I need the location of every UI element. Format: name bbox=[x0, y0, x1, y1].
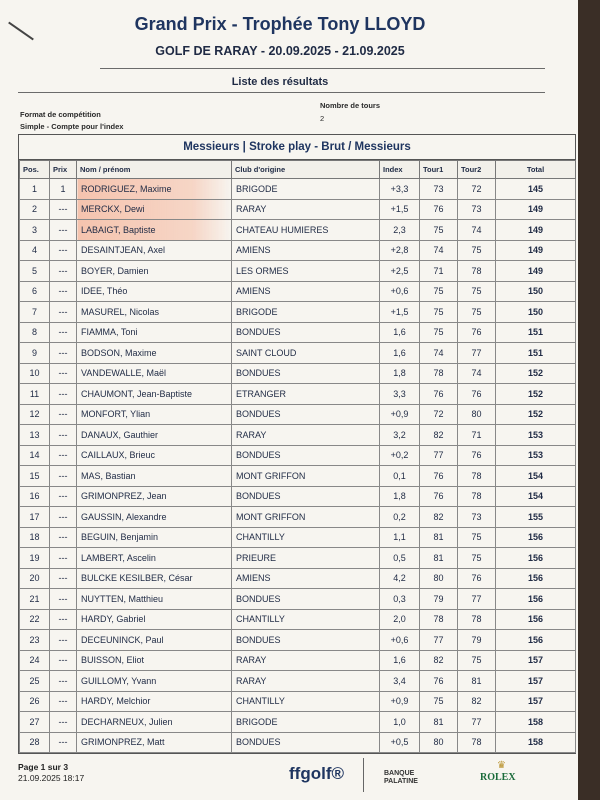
cell-name: GRIMONPREZ, Jean bbox=[77, 486, 232, 507]
table-row bbox=[20, 425, 576, 446]
cell-pos: 1 bbox=[20, 179, 50, 200]
cell-total: 145 bbox=[496, 179, 576, 200]
divider bbox=[100, 68, 545, 69]
cell-tour1: 75 bbox=[420, 281, 458, 302]
cell-club: RARAY bbox=[232, 199, 380, 220]
cell-name: BUISSON, Eliot bbox=[77, 650, 232, 671]
cell-tour2: 75 bbox=[458, 650, 496, 671]
table-row bbox=[20, 630, 576, 651]
cell-prix: --- bbox=[50, 425, 77, 446]
table-row bbox=[20, 220, 576, 241]
cell-total: 152 bbox=[496, 384, 576, 405]
cell-club: BONDUES bbox=[232, 630, 380, 651]
cell-tour2: 72 bbox=[458, 179, 496, 200]
cell-pos: 28 bbox=[20, 732, 50, 753]
col-header-prix: Prix bbox=[50, 161, 77, 179]
cell-prix: --- bbox=[50, 384, 77, 405]
cell-index: 0,2 bbox=[380, 507, 420, 528]
table-header-row bbox=[20, 161, 576, 179]
cell-total: 149 bbox=[496, 220, 576, 241]
cell-index: +3,3 bbox=[380, 179, 420, 200]
cell-club: BONDUES bbox=[232, 589, 380, 610]
cell-total: 157 bbox=[496, 691, 576, 712]
cell-prix: --- bbox=[50, 404, 77, 425]
cell-tour2: 75 bbox=[458, 281, 496, 302]
cell-total: 156 bbox=[496, 630, 576, 651]
cell-club: MONT GRIFFON bbox=[232, 507, 380, 528]
cell-tour2: 78 bbox=[458, 609, 496, 630]
cell-club: RARAY bbox=[232, 425, 380, 446]
cell-pos: 6 bbox=[20, 281, 50, 302]
cell-prix: --- bbox=[50, 302, 77, 323]
cell-tour1: 81 bbox=[420, 548, 458, 569]
cell-total: 156 bbox=[496, 568, 576, 589]
cell-prix: --- bbox=[50, 343, 77, 364]
cell-prix: --- bbox=[50, 199, 77, 220]
cell-prix: --- bbox=[50, 466, 77, 487]
cell-name: BULCKE KESILBER, César bbox=[77, 568, 232, 589]
cell-tour2: 76 bbox=[458, 445, 496, 466]
cell-tour2: 75 bbox=[458, 548, 496, 569]
cell-tour1: 72 bbox=[420, 404, 458, 425]
list-title: Liste des résultats bbox=[231, 76, 329, 88]
cell-prix: --- bbox=[50, 589, 77, 610]
table-row bbox=[20, 199, 576, 220]
cell-total: 156 bbox=[496, 548, 576, 569]
cell-tour1: 71 bbox=[420, 261, 458, 282]
cell-name: DECEUNINCK, Paul bbox=[77, 630, 232, 651]
cell-club: CHATEAU HUMIERES bbox=[232, 220, 380, 241]
divider bbox=[363, 758, 364, 792]
cell-tour1: 75 bbox=[420, 691, 458, 712]
cell-prix: --- bbox=[50, 363, 77, 384]
cell-name: RODRIGUEZ, Maxime bbox=[77, 179, 232, 200]
cell-index: +2,5 bbox=[380, 261, 420, 282]
table-row bbox=[20, 548, 576, 569]
cell-prix: --- bbox=[50, 281, 77, 302]
cell-club: CHANTILLY bbox=[232, 691, 380, 712]
cell-club: AMIENS bbox=[232, 568, 380, 589]
cell-pos: 21 bbox=[20, 589, 50, 610]
cell-tour1: 81 bbox=[420, 527, 458, 548]
cell-tour1: 76 bbox=[420, 466, 458, 487]
cell-club: BONDUES bbox=[232, 404, 380, 425]
cell-index: +0,5 bbox=[380, 732, 420, 753]
cell-total: 154 bbox=[496, 466, 576, 487]
cell-pos: 24 bbox=[20, 650, 50, 671]
cell-name: LABAIGT, Baptiste bbox=[77, 220, 232, 241]
cell-pos: 5 bbox=[20, 261, 50, 282]
cell-tour2: 71 bbox=[458, 425, 496, 446]
cell-name: MERCKX, Dewi bbox=[77, 199, 232, 220]
col-header-name: Nom / prénom bbox=[77, 161, 232, 179]
cell-tour2: 74 bbox=[458, 363, 496, 384]
cell-index: 3,4 bbox=[380, 671, 420, 692]
page-title: Grand Prix - Trophée Tony LLOYD bbox=[134, 14, 426, 34]
cell-tour2: 78 bbox=[458, 732, 496, 753]
cell-club: BONDUES bbox=[232, 445, 380, 466]
event-subtitle: GOLF DE RARAY - 20.09.2025 - 21.09.2025 bbox=[155, 44, 405, 58]
cell-pos: 25 bbox=[20, 671, 50, 692]
cell-prix: --- bbox=[50, 220, 77, 241]
cell-pos: 15 bbox=[20, 466, 50, 487]
cell-prix: --- bbox=[50, 261, 77, 282]
table-row bbox=[20, 445, 576, 466]
col-header-tour2: Tour2 bbox=[458, 161, 496, 179]
cell-name: IDEE, Théo bbox=[77, 281, 232, 302]
cell-tour2: 77 bbox=[458, 712, 496, 733]
cell-index: 2,3 bbox=[380, 220, 420, 241]
table-row bbox=[20, 507, 576, 528]
cell-name: DESAINTJEAN, Axel bbox=[77, 240, 232, 261]
cell-pos: 23 bbox=[20, 630, 50, 651]
cell-tour2: 76 bbox=[458, 384, 496, 405]
cell-name: CAILLAUX, Brieuc bbox=[77, 445, 232, 466]
cell-total: 156 bbox=[496, 527, 576, 548]
cell-index: +0,9 bbox=[380, 691, 420, 712]
cell-prix: --- bbox=[50, 527, 77, 548]
cell-total: 156 bbox=[496, 609, 576, 630]
col-header-tour1: Tour1 bbox=[420, 161, 458, 179]
cell-club: BONDUES bbox=[232, 732, 380, 753]
table-row bbox=[20, 404, 576, 425]
cell-index: +0,6 bbox=[380, 630, 420, 651]
cell-club: LES ORMES bbox=[232, 261, 380, 282]
cell-index: 1,6 bbox=[380, 322, 420, 343]
cell-index: 3,2 bbox=[380, 425, 420, 446]
cell-index: 1,0 bbox=[380, 712, 420, 733]
table-row bbox=[20, 650, 576, 671]
cell-total: 151 bbox=[496, 322, 576, 343]
cell-index: +1,5 bbox=[380, 302, 420, 323]
table-row bbox=[20, 384, 576, 405]
cell-tour1: 74 bbox=[420, 240, 458, 261]
divider bbox=[18, 92, 545, 93]
cell-pos: 11 bbox=[20, 384, 50, 405]
cell-tour1: 79 bbox=[420, 589, 458, 610]
cell-prix: 1 bbox=[50, 179, 77, 200]
cell-index: 1,6 bbox=[380, 343, 420, 364]
cell-name: MONFORT, Ylian bbox=[77, 404, 232, 425]
table-row bbox=[20, 691, 576, 712]
cell-index: +0,6 bbox=[380, 281, 420, 302]
cell-total: 150 bbox=[496, 302, 576, 323]
format-label: Format de compétition bbox=[20, 110, 101, 119]
cell-index: 1,1 bbox=[380, 527, 420, 548]
cell-tour2: 78 bbox=[458, 466, 496, 487]
cell-index: +0,2 bbox=[380, 445, 420, 466]
cell-total: 152 bbox=[496, 363, 576, 384]
table-row bbox=[20, 179, 576, 200]
cell-total: 151 bbox=[496, 343, 576, 364]
cell-prix: --- bbox=[50, 671, 77, 692]
cell-club: AMIENS bbox=[232, 281, 380, 302]
cell-pos: 16 bbox=[20, 486, 50, 507]
cell-index: +1,5 bbox=[380, 199, 420, 220]
cell-tour2: 82 bbox=[458, 691, 496, 712]
cell-tour2: 81 bbox=[458, 671, 496, 692]
cell-name: DECHARNEUX, Julien bbox=[77, 712, 232, 733]
cell-total: 153 bbox=[496, 445, 576, 466]
table-row bbox=[20, 486, 576, 507]
cell-name: NUYTTEN, Matthieu bbox=[77, 589, 232, 610]
cell-pos: 14 bbox=[20, 445, 50, 466]
col-header-index: Index bbox=[380, 161, 420, 179]
cell-tour2: 78 bbox=[458, 486, 496, 507]
cell-tour1: 78 bbox=[420, 609, 458, 630]
footer-info bbox=[18, 762, 84, 784]
cell-club: AMIENS bbox=[232, 240, 380, 261]
cell-index: +0,9 bbox=[380, 404, 420, 425]
cell-club: PRIEURE bbox=[232, 548, 380, 569]
cell-club: BRIGODE bbox=[232, 712, 380, 733]
cell-index: 0,5 bbox=[380, 548, 420, 569]
cell-tour1: 81 bbox=[420, 712, 458, 733]
cell-name: VANDEWALLE, Maël bbox=[77, 363, 232, 384]
table-caption: Messieurs | Stroke play - Brut / Messieurs bbox=[19, 135, 575, 160]
cell-name: GRIMONPREZ, Matt bbox=[77, 732, 232, 753]
cell-tour2: 74 bbox=[458, 220, 496, 241]
cell-tour2: 76 bbox=[458, 568, 496, 589]
cell-pos: 19 bbox=[20, 548, 50, 569]
cell-index: +2,8 bbox=[380, 240, 420, 261]
cell-total: 149 bbox=[496, 261, 576, 282]
col-header-pos: Pos. bbox=[20, 161, 50, 179]
cell-prix: --- bbox=[50, 486, 77, 507]
results-table bbox=[18, 134, 576, 754]
cell-club: BONDUES bbox=[232, 363, 380, 384]
cell-name: BEGUIN, Benjamin bbox=[77, 527, 232, 548]
cell-club: ETRANGER bbox=[232, 384, 380, 405]
cell-name: GUILLOMY, Yvann bbox=[77, 671, 232, 692]
cell-index: 3,3 bbox=[380, 384, 420, 405]
crown-icon: ♛ bbox=[497, 760, 506, 771]
cell-prix: --- bbox=[50, 322, 77, 343]
cell-prix: --- bbox=[50, 507, 77, 528]
page-number: Page 1 sur 3 bbox=[18, 762, 69, 772]
print-datetime: 21.09.2025 18:17 bbox=[18, 773, 85, 783]
table-row bbox=[20, 281, 576, 302]
table-row bbox=[20, 527, 576, 548]
rounds-value: 2 bbox=[320, 114, 325, 123]
cell-name: BOYER, Damien bbox=[77, 261, 232, 282]
cell-tour1: 76 bbox=[420, 199, 458, 220]
cell-pos: 3 bbox=[20, 220, 50, 241]
cell-total: 154 bbox=[496, 486, 576, 507]
cell-tour1: 78 bbox=[420, 363, 458, 384]
cell-tour1: 76 bbox=[420, 486, 458, 507]
cell-name: MAS, Bastian bbox=[77, 466, 232, 487]
cell-prix: --- bbox=[50, 650, 77, 671]
cell-name: FIAMMA, Toni bbox=[77, 322, 232, 343]
cell-name: CHAUMONT, Jean-Baptiste bbox=[77, 384, 232, 405]
cell-name: LAMBERT, Ascelin bbox=[77, 548, 232, 569]
cell-prix: --- bbox=[50, 609, 77, 630]
col-header-total: Total bbox=[496, 161, 576, 179]
cell-prix: --- bbox=[50, 712, 77, 733]
cell-tour2: 75 bbox=[458, 527, 496, 548]
cell-pos: 9 bbox=[20, 343, 50, 364]
cell-tour1: 77 bbox=[420, 630, 458, 651]
cell-index: 1,8 bbox=[380, 486, 420, 507]
cell-club: RARAY bbox=[232, 650, 380, 671]
table-row bbox=[20, 671, 576, 692]
cell-name: DANAUX, Gauthier bbox=[77, 425, 232, 446]
cell-name: MASUREL, Nicolas bbox=[77, 302, 232, 323]
cell-prix: --- bbox=[50, 630, 77, 651]
cell-tour2: 77 bbox=[458, 343, 496, 364]
table-row bbox=[20, 609, 576, 630]
table-row bbox=[20, 712, 576, 733]
cell-tour1: 75 bbox=[420, 302, 458, 323]
cell-club: CHANTILLY bbox=[232, 609, 380, 630]
cell-tour2: 78 bbox=[458, 261, 496, 282]
cell-club: SAINT CLOUD bbox=[232, 343, 380, 364]
cell-index: 0,1 bbox=[380, 466, 420, 487]
cell-pos: 18 bbox=[20, 527, 50, 548]
ffgolf-logo: ffgolf® bbox=[289, 764, 345, 783]
cell-tour1: 74 bbox=[420, 343, 458, 364]
cell-pos: 27 bbox=[20, 712, 50, 733]
cell-prix: --- bbox=[50, 240, 77, 261]
cell-index: 0,3 bbox=[380, 589, 420, 610]
table-row bbox=[20, 589, 576, 610]
cell-club: CHANTILLY bbox=[232, 527, 380, 548]
cell-club: BONDUES bbox=[232, 322, 380, 343]
table-row bbox=[20, 343, 576, 364]
cell-index: 4,2 bbox=[380, 568, 420, 589]
cell-prix: --- bbox=[50, 732, 77, 753]
cell-tour2: 75 bbox=[458, 302, 496, 323]
background-edge bbox=[578, 0, 600, 800]
cell-pos: 20 bbox=[20, 568, 50, 589]
cell-tour1: 76 bbox=[420, 384, 458, 405]
cell-pos: 22 bbox=[20, 609, 50, 630]
table-row bbox=[20, 322, 576, 343]
cell-tour2: 80 bbox=[458, 404, 496, 425]
cell-prix: --- bbox=[50, 548, 77, 569]
rounds-label: Nombre de tours bbox=[320, 101, 381, 110]
cell-index: 2,0 bbox=[380, 609, 420, 630]
cell-club: BRIGODE bbox=[232, 302, 380, 323]
cell-pos: 8 bbox=[20, 322, 50, 343]
cell-total: 155 bbox=[496, 507, 576, 528]
col-header-club: Club d'origine bbox=[232, 161, 380, 179]
table-row bbox=[20, 466, 576, 487]
cell-pos: 13 bbox=[20, 425, 50, 446]
cell-prix: --- bbox=[50, 568, 77, 589]
cell-total: 153 bbox=[496, 425, 576, 446]
cell-index: 1,8 bbox=[380, 363, 420, 384]
cell-club: BONDUES bbox=[232, 486, 380, 507]
cell-tour2: 79 bbox=[458, 630, 496, 651]
cell-pos: 26 bbox=[20, 691, 50, 712]
cell-prix: --- bbox=[50, 691, 77, 712]
cell-tour1: 82 bbox=[420, 507, 458, 528]
cell-pos: 2 bbox=[20, 199, 50, 220]
cell-club: BRIGODE bbox=[232, 179, 380, 200]
cell-pos: 10 bbox=[20, 363, 50, 384]
cell-index: 1,6 bbox=[380, 650, 420, 671]
table-row bbox=[20, 732, 576, 753]
cell-tour1: 73 bbox=[420, 179, 458, 200]
cell-tour1: 75 bbox=[420, 322, 458, 343]
cell-total: 149 bbox=[496, 240, 576, 261]
cell-total: 150 bbox=[496, 281, 576, 302]
cell-tour2: 77 bbox=[458, 589, 496, 610]
table-row bbox=[20, 568, 576, 589]
cell-tour1: 82 bbox=[420, 650, 458, 671]
cell-total: 156 bbox=[496, 589, 576, 610]
cell-pos: 17 bbox=[20, 507, 50, 528]
cell-total: 157 bbox=[496, 650, 576, 671]
cell-tour1: 82 bbox=[420, 425, 458, 446]
cell-tour1: 77 bbox=[420, 445, 458, 466]
cell-name: HARDY, Melchior bbox=[77, 691, 232, 712]
cell-tour1: 80 bbox=[420, 568, 458, 589]
cell-tour1: 80 bbox=[420, 732, 458, 753]
cell-club: RARAY bbox=[232, 671, 380, 692]
cell-name: HARDY, Gabriel bbox=[77, 609, 232, 630]
cell-tour2: 75 bbox=[458, 240, 496, 261]
cell-tour1: 76 bbox=[420, 671, 458, 692]
rolex-logo: ROLEX bbox=[480, 772, 516, 783]
format-value: Simple - Compte pour l'index bbox=[20, 122, 124, 131]
cell-club: MONT GRIFFON bbox=[232, 466, 380, 487]
cell-pos: 7 bbox=[20, 302, 50, 323]
cell-pos: 12 bbox=[20, 404, 50, 425]
cell-tour2: 73 bbox=[458, 507, 496, 528]
cell-tour1: 75 bbox=[420, 220, 458, 241]
cell-tour2: 76 bbox=[458, 322, 496, 343]
table-row bbox=[20, 261, 576, 282]
cell-pos: 4 bbox=[20, 240, 50, 261]
cell-name: GAUSSIN, Alexandre bbox=[77, 507, 232, 528]
cell-total: 157 bbox=[496, 671, 576, 692]
cell-total: 158 bbox=[496, 732, 576, 753]
cell-total: 158 bbox=[496, 712, 576, 733]
cell-name: BODSON, Maxime bbox=[77, 343, 232, 364]
table-row bbox=[20, 363, 576, 384]
banque-palatine-logo: BANQUE PALATINE bbox=[384, 770, 418, 785]
table-row bbox=[20, 240, 576, 261]
cell-tour2: 73 bbox=[458, 199, 496, 220]
table-row bbox=[20, 302, 576, 323]
cell-total: 149 bbox=[496, 199, 576, 220]
cell-total: 152 bbox=[496, 404, 576, 425]
cell-prix: --- bbox=[50, 445, 77, 466]
